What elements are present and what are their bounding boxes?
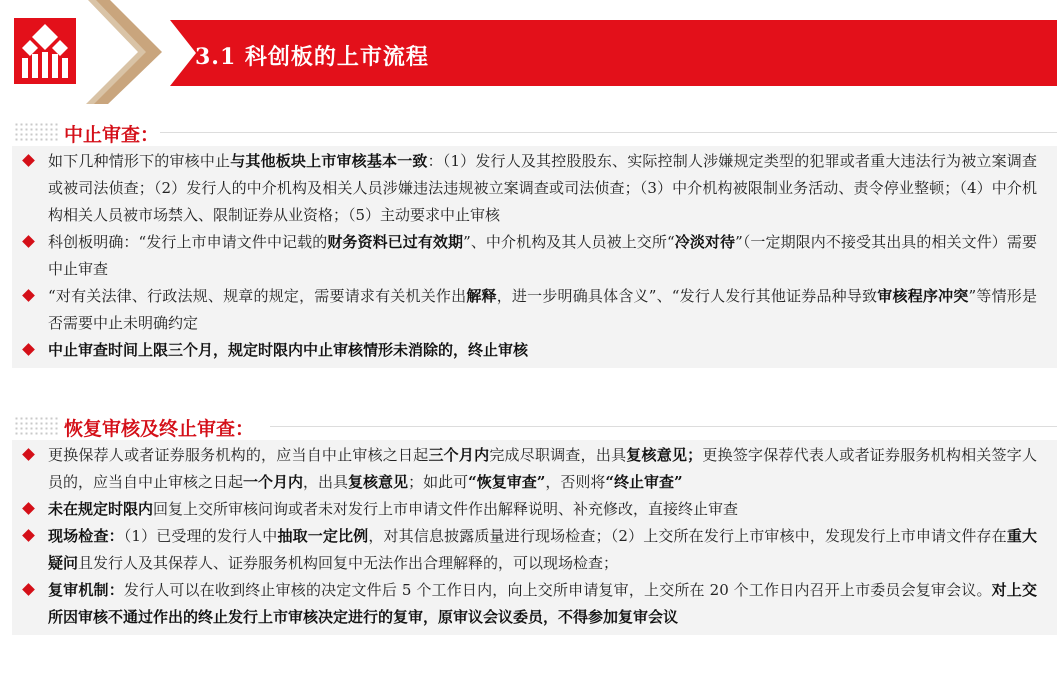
emphasis-text: 抽取一定比例 <box>277 527 369 545</box>
emphasis-text: 未在规定时限内 <box>48 500 154 518</box>
body-text: （1）已受理的发行人中 <box>123 527 278 545</box>
emphasis-text: 复审机制： <box>48 581 124 599</box>
emphasis-text: 重大疑问 <box>48 527 1037 572</box>
section-heading <box>0 412 1057 440</box>
section-title: 恢复审核及终止审查： <box>64 418 255 440</box>
emphasis-text: 复核意见； <box>626 446 703 464</box>
body-text: ，否则将 <box>545 473 606 491</box>
diamond-bullet-icon <box>22 343 35 356</box>
diamond-bullet-icon <box>22 583 35 596</box>
body-text: ，对其信息披露质量进行现场检查；（2）上交所在发行上市审核中，发现发行上市申请文件存在 <box>368 527 1007 545</box>
diamond-bullet-icon <box>22 154 35 167</box>
body-text: ”（一定期限内不接受其出具的相关文件）需要中止审查 <box>48 233 1037 278</box>
item-text <box>48 287 1037 332</box>
emphasis-text: 解释 <box>466 287 497 305</box>
emphasis-text: 冷淡对待 <box>674 233 736 251</box>
emphasis-text: 复核意见 <box>348 473 409 491</box>
emphasis-text: 财务资料已过有效期 <box>327 233 464 251</box>
item-text <box>48 527 1037 572</box>
item-text <box>48 446 1037 491</box>
section-heading <box>0 118 1057 146</box>
item-text <box>48 500 738 518</box>
emphasis-text: “终止审查” <box>605 473 683 491</box>
dots-decoration-icon <box>14 122 60 142</box>
body-text: ，出具 <box>303 473 349 491</box>
section-resume-terminate-review <box>0 412 1057 635</box>
emphasis-text: 现场检查： <box>48 527 124 545</box>
emphasis-text: 对上交所因审核不通过作出的终止发行上市审核决定进行的复审，原审议会议委员，不得参加复审会议 <box>48 581 1037 626</box>
emphasis-text: 与其他板块上市审核基本一致 <box>230 152 428 170</box>
section-title: 中止审查： <box>64 124 160 146</box>
bullet-item <box>20 523 1037 577</box>
bullet-item <box>20 283 1037 337</box>
section-divider <box>160 132 1057 133</box>
bullet-item <box>20 148 1037 229</box>
body-text: “对有关法律、行政法规、规章的规定，需要请求有关机关作出 <box>48 287 467 305</box>
section-content <box>12 440 1057 635</box>
header <box>0 0 1057 105</box>
item-text <box>48 341 528 359</box>
body-text: 科创板明确：“发行上市申请文件中记载的 <box>48 233 328 251</box>
diamond-bullet-icon <box>22 289 35 302</box>
item-text <box>48 581 1037 626</box>
bullet-item <box>20 229 1037 283</box>
bullet-item <box>20 496 1037 523</box>
bullet-item <box>20 577 1037 631</box>
diamond-bullet-icon <box>22 448 35 461</box>
body-text: 更换保荐人或者证券服务机构的，应当自中止审核之日起 <box>48 446 429 464</box>
body-text: ；如此可 <box>408 473 469 491</box>
body-text: 如下几种情形下的审核中止 <box>48 152 231 170</box>
diamond-bullet-icon <box>22 502 35 515</box>
body-text: 更换签字保荐代表人或者证券服务机构相关签字人员的，应当自中止审核之日起 <box>48 446 1037 491</box>
emphasis-text: 一个月内 <box>243 473 304 491</box>
emphasis-text: 三个月内 <box>428 446 490 464</box>
body-text: 发行人可以在收到终止审核的决定文件后 5 个工作日内，向上交所申请复审，上交所在 20 个工作日内召开上市委员会复审会议。 <box>123 581 992 599</box>
body-text: ”等情形是否需要中止未明确约定 <box>48 287 1037 332</box>
body-text: 完成尽职调查，出具 <box>489 446 627 464</box>
section-divider <box>270 426 1057 427</box>
dots-decoration-icon <box>14 416 60 436</box>
company-logo-icon <box>14 18 76 84</box>
body-text: ”、中介机构及其人员被上交所“ <box>463 233 675 251</box>
diamond-bullet-icon <box>22 529 35 542</box>
section-content <box>12 146 1057 368</box>
emphasis-text: “恢复审查” <box>468 473 546 491</box>
bullet-item <box>20 442 1037 496</box>
body-text: 且发行人及其保荐人、证券服务机构回复中无法作出合理解释的，可以现场检查； <box>78 554 619 572</box>
diamond-bullet-icon <box>22 235 35 248</box>
emphasis-text: 中止审查时间上限三个月，规定时限内中止审核情形未消除的，终止审核 <box>48 341 529 359</box>
bullet-item <box>20 337 1037 364</box>
emphasis-text: 审核程序冲突 <box>877 287 969 305</box>
item-text <box>48 152 1037 224</box>
item-text <box>48 233 1037 278</box>
body-text: ：（1）发行人及其控股股东、实际控制人涉嫌规定类型的犯罪或者重大违法行为被立案调查或被司法侦查；（2）发行人的中介机构及相关人员涉嫌违法违规被立案调查或司法侦查；（3）中介机构被限制业务活动、责令停业整顿；（4）中介机构相关人员被市场禁入、限制证券从业资格；（5）主动要求中止审核 <box>48 152 1037 224</box>
section-suspend-review <box>0 118 1057 368</box>
page-title: 3.1 科创板的上市流程 <box>195 44 429 70</box>
body-text: 回复上交所审核问询或者未对发行上市申请文件作出解释说明、补充修改，直接终止审查 <box>153 500 739 518</box>
body-text: ，进一步明确具体含义”、“发行人发行其他证券品种导致 <box>496 287 878 305</box>
